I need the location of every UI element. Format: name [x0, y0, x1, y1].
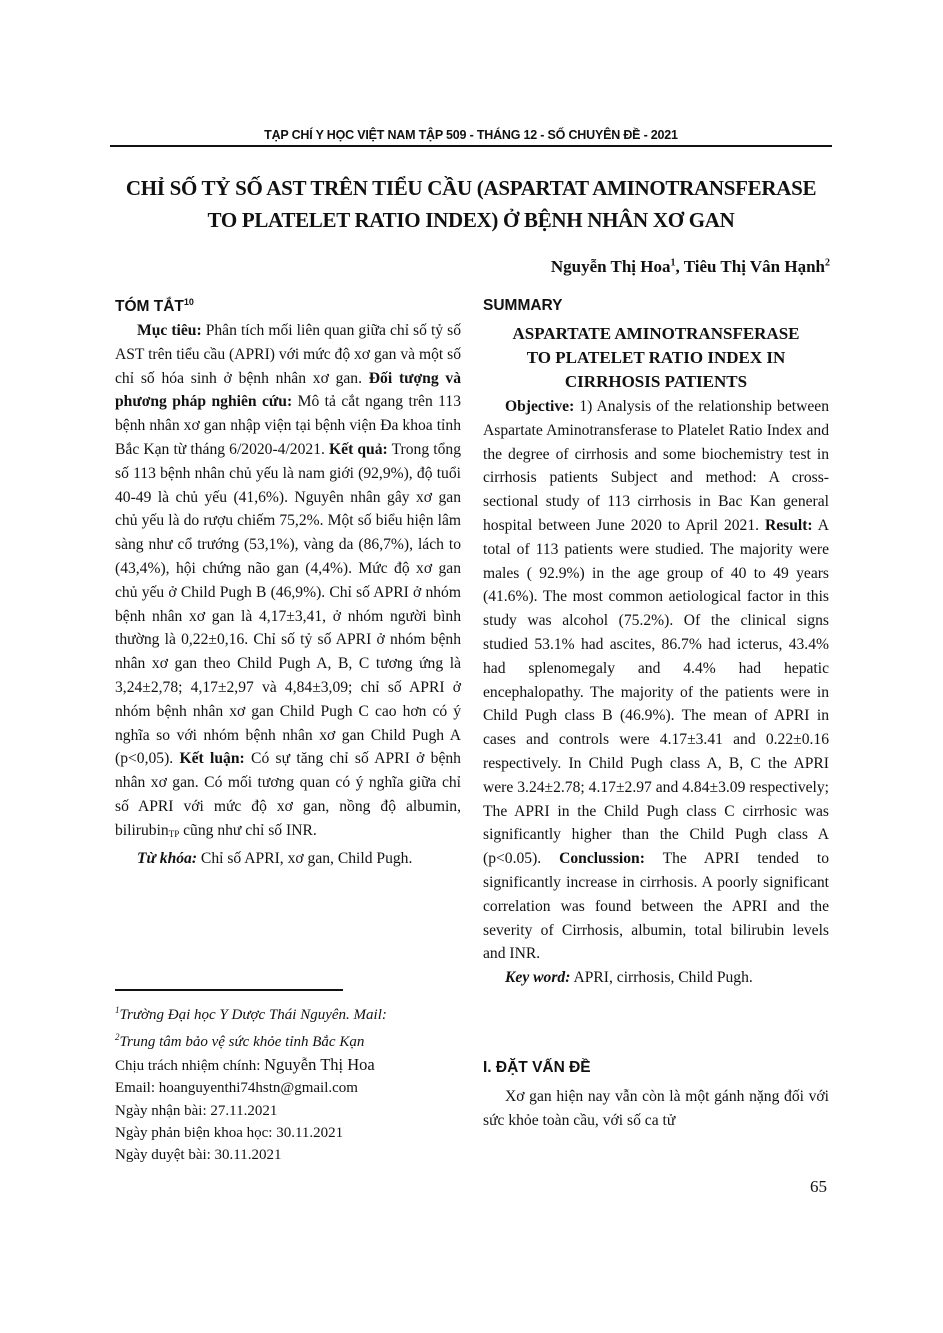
author-1-affiliation: 1 [670, 257, 676, 269]
summary-title-line: ASPARTATE AMINOTRANSFERASE [512, 324, 800, 343]
objective-text: 1) Analysis of the relationship between Aspartate Aminotransferase to Platelet Ratio Index and the degree of cirrhosis and some biochemistry test in cirrhosis patients Subject and method: A cross-sectional study of 113 cirrhosis in Bac Kan general hospital between June 2020 to April 2021. [483, 398, 829, 534]
objective-text: Phân tích mối liên quan giữa chỉ số tỷ số AST trên tiểu cầu (APRI) với mức độ xơ gan và một số chỉ số hóa sinh ở bệnh nhân xơ gan. [115, 322, 462, 387]
objective-label: Mục tiêu: [137, 322, 202, 339]
corresponding-name: Nguyễn Thị Hoa [264, 1054, 375, 1074]
corresponding-label: Chịu trách nhiệm chính: [115, 1057, 265, 1074]
keywords-vi [115, 847, 461, 871]
abstract-vi [115, 319, 461, 870]
author-1: Nguyễn Thị Hoa [550, 257, 671, 276]
reviewed-date: Ngày phản biện khoa học: 30.11.2021 [115, 1125, 344, 1142]
header-rule [110, 145, 832, 147]
footnote-rule [115, 989, 343, 991]
result-text: A total of 113 patients were studied. The majority were males ( 92.9%) in the age group of 40 to 49 years (41.6%). The most common aetiological factor in this study was alcohol (75.2%). Of the clinical signs studied 53.1% had ascites, 86.7% had icterus, 43.4% had splenomegaly and 4.4% had hepatic encephalopathy. The majority of the patients were in Child Pugh class B (46.9%). The mean of APRI in cases and controls were 4.17±3.41 and 0.22±0.16 respectively. In Child Pugh class A, B, C the APRI were 3.24±2.78; 4.17±2.97 and 4.84±3.09 respectively; The APRI in the Child Pugh class C cirrhosic was significantly higher than the Child Pugh class A (p<0.05). [483, 516, 829, 868]
summary-title-line: CIRRHOSIS PATIENTS [564, 372, 748, 391]
result-label: Result: [764, 516, 813, 534]
conclusion-label: Conclussion: [559, 850, 645, 868]
footnote-2 [115, 1026, 387, 1053]
methods-label: Đối tượng và phương pháp nghiên cứu: [115, 369, 461, 411]
email: Email: hoanguyenthi74hstn@gmail.com [115, 1080, 358, 1097]
conclusion-label: Kết luận: [179, 750, 245, 768]
title-line-2: TO PLATELET RATIO INDEX) Ở BỆNH NHÂN XƠ GAN [207, 208, 735, 232]
keywords-en [483, 966, 829, 990]
footnote-marker: 1 [115, 1005, 120, 1015]
methods-text: Mô tả cắt ngang trên 113 bệnh nhân xơ gan nhập viện tại bệnh viện Đa khoa tỉnh Bắc Kạn từ tháng 6/2020-4/2021. [115, 393, 461, 458]
author-2: Tiêu Thị Vân Hạnh [683, 257, 825, 276]
page-number: 65 [810, 1177, 827, 1196]
subscript: TP [168, 828, 180, 839]
title-line-1: CHỈ SỐ TỶ SỐ AST TRÊN TIỂU CẦU (ASPARTAT AMINOTRANSFERASE [125, 176, 817, 200]
summary-title-line: TO PLATELET RATIO INDEX IN [526, 348, 786, 367]
keywords-label: Từ khóa: [137, 849, 198, 867]
introduction [483, 1085, 829, 1133]
objective-label: Objective: [505, 398, 575, 415]
footnote-1 [115, 999, 387, 1026]
footnotes [115, 999, 387, 1167]
abstract-heading-footnote: 10 [183, 297, 194, 307]
abstract-vi-body [115, 319, 461, 847]
summary-en [483, 322, 829, 990]
keywords-text: Chỉ số APRI, xơ gan, Child Pugh. [197, 849, 413, 867]
journal-header: TẠP CHÍ Y HỌC VIỆT NAM TẬP 509 - THÁNG 12 - SỐ CHUYÊN ĐỀ - 2021 [264, 128, 678, 142]
keywords-label: Key word: [505, 969, 571, 987]
authors [551, 257, 830, 277]
introduction-heading: I. ĐẶT VẤN ĐỀ [483, 1059, 591, 1076]
abstract-heading [115, 297, 194, 316]
footnote-text: Trường Đại học Y Dược Thái Nguyên. Mail: [119, 1007, 387, 1023]
footnote-marker: 2 [115, 1032, 120, 1043]
author-separator: , [675, 257, 684, 276]
introduction-text: Xơ gan hiện nay vẫn còn là một gánh nặng đối với sức khỏe toàn cầu, với số ca tử [483, 1088, 829, 1129]
summary-heading: SUMMARY [483, 297, 563, 314]
summary-body [483, 395, 829, 966]
received-date: Ngày nhận bài: 27.11.2021 [115, 1102, 278, 1119]
summary-title [483, 322, 829, 394]
author-2-affiliation: 2 [825, 257, 830, 269]
corresponding-author [115, 1054, 387, 1077]
article-title [110, 172, 832, 236]
keywords-text: APRI, cirrhosis, Child Pugh. [570, 969, 753, 987]
conclusion-tail: cũng như chỉ số INR. [179, 821, 317, 839]
abstract-heading-text: TÓM TẮT [115, 298, 184, 316]
conclusion-text: Có sự tăng chỉ số APRI ở bệnh nhân xơ gan. Có mối tương quan có ý nghĩa giữa chỉ số APRI với mức độ xơ gan, nồng độ albumin, bilirubin [115, 750, 461, 839]
accepted-date: Ngày duyệt bài: 30.11.2021 [115, 1147, 282, 1164]
results-label: Kết quả: [329, 440, 388, 458]
conclusion-text: The APRI tended to significantly increase in cirrhosis. A poorly significant correlation was found between the APRI and the severity of Cirrhosis, albumin, total bilirubin levels and INR. [483, 850, 829, 963]
results-text: Trong tổng số 113 bệnh nhân chủ yếu là nam giới (92,9%), độ tuổi 40-49 là chủ yếu (41,6%). Nguyên nhân gây xơ gan chủ yếu là do rượu chiếm 75,2%. Một số biểu hiện lâm sàng như cổ trướng (53,1%), vàng da (86,7%), lách to (43,4%), hội chứng não gan (4,4%). Mức độ xơ gan chủ yếu ở Child Pugh B (46,9%). Chỉ số APRI ở nhóm bệnh nhân xơ gan là 4,17±3,41, ở nhóm người bình thường là 0,22±0,16. Chỉ số tỷ số APRI ở nhóm bệnh nhân xơ gan theo Child Pugh A, B, C tương ứng là 3,24±2,78; 4,17±2,97 và 4,84±3,09; chỉ số APRI ở nhóm bệnh nhân xơ gan Child Pugh C cao hơn có ý nghĩa so với nhóm bệnh nhân xơ gan Child Pugh A (p<0,05). [115, 440, 461, 768]
footnote-text: Trung tâm bảo vệ sức khỏe tỉnh Bắc Kạn [119, 1034, 365, 1051]
